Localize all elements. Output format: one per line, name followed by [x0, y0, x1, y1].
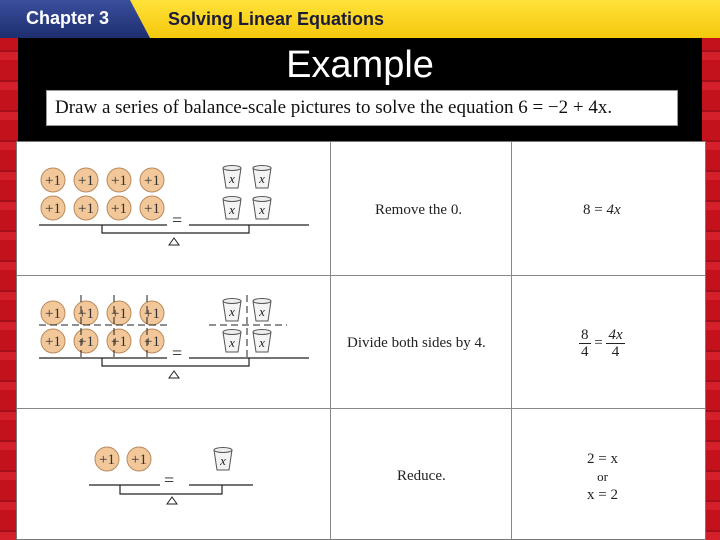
- x-cup-tile: [253, 166, 271, 189]
- table-row: [17, 142, 705, 275]
- svg-text:+1: +1: [144, 173, 160, 189]
- svg-text:x: x: [229, 304, 235, 319]
- svg-text:x: x: [259, 202, 265, 217]
- svg-text:x: x: [259, 171, 265, 186]
- svg-text:+1: +1: [78, 173, 94, 189]
- svg-text:+1: +1: [45, 306, 61, 322]
- instruction-text: [55, 97, 612, 119]
- svg-text:+1: +1: [144, 201, 160, 217]
- plus-one-tile: [107, 329, 131, 353]
- chapter-title: Solving Linear Equations: [168, 9, 385, 29]
- eq-line-1: 2 = x: [587, 451, 618, 467]
- svg-text:+1: +1: [111, 201, 127, 217]
- balance-scale-1: [17, 142, 330, 275]
- step-equation: [587, 450, 618, 504]
- fulcrum: [169, 238, 179, 245]
- x-cup-tile: [223, 330, 241, 353]
- x-cup-tile: [253, 197, 271, 220]
- svg-text:x: x: [259, 335, 265, 350]
- fraction-left: [579, 327, 591, 360]
- svg-text:x: x: [229, 335, 235, 350]
- plus-one-tile: [107, 168, 131, 192]
- solution-table: [16, 141, 706, 540]
- x-cup-tile: [253, 330, 271, 353]
- svg-text:+1: +1: [78, 334, 94, 350]
- svg-text:+1: +1: [45, 334, 61, 350]
- plus-one-tile: [41, 329, 65, 353]
- svg-text:x: x: [220, 453, 226, 468]
- step-equation: [579, 327, 625, 360]
- balance-scale-3: [17, 408, 330, 540]
- plus-one-tile: [41, 301, 65, 325]
- scale-equal-sign: =: [172, 343, 183, 363]
- svg-text:+1: +1: [78, 306, 94, 322]
- fraction-right: [606, 327, 624, 360]
- scale-equal-sign: =: [164, 470, 175, 490]
- plus-one-tile: [127, 447, 151, 471]
- eq-or: or: [597, 469, 608, 484]
- svg-text:+1: +1: [45, 201, 61, 217]
- table-row: [17, 408, 705, 540]
- plus-one-tile: [95, 447, 119, 471]
- plus-one-tile: [107, 301, 131, 325]
- step-description: Reduce.: [397, 468, 446, 484]
- slide-title: Example: [286, 44, 434, 86]
- instruction-prefix: Draw a series of balance-scale pictures to solve the equation: [55, 97, 519, 118]
- plus-one-tile: [74, 168, 98, 192]
- x-cup-tile: [223, 197, 241, 220]
- svg-text:+1: +1: [111, 173, 127, 189]
- svg-text:x: x: [259, 304, 265, 319]
- step-equation: [583, 202, 621, 219]
- fraction-denominator: 4: [611, 344, 620, 360]
- fraction-numerator: 8: [581, 327, 589, 343]
- svg-text:+1: +1: [144, 334, 160, 350]
- svg-text:+1: +1: [144, 306, 160, 322]
- x-cup-tile: [223, 299, 241, 322]
- svg-text:+1: +1: [45, 173, 61, 189]
- svg-text:x: x: [229, 202, 235, 217]
- plus-one-tile: [107, 196, 131, 220]
- plus-one-tile: [140, 301, 164, 325]
- instruction-equation: 6 = −2 + 4x.: [518, 97, 613, 118]
- plus-one-tile: [140, 168, 164, 192]
- plus-one-tile: [140, 329, 164, 353]
- eq-sign: =: [594, 334, 603, 351]
- instruction-box: [46, 90, 678, 126]
- scale-equal-sign: =: [172, 210, 183, 230]
- plus-one-tile: [41, 168, 65, 192]
- svg-text:+1: +1: [111, 334, 127, 350]
- plus-one-tile: [74, 329, 98, 353]
- plus-one-tile: [74, 301, 98, 325]
- fulcrum: [169, 371, 179, 378]
- eq-left: 8: [583, 202, 591, 218]
- fulcrum: [167, 497, 177, 504]
- plus-one-tile: [74, 196, 98, 220]
- x-cup-tile: [214, 448, 232, 471]
- chapter-label: Chapter 3: [26, 8, 110, 28]
- table-row: [17, 275, 705, 408]
- eq-right: 4x: [606, 202, 621, 218]
- x-cup-tile: [253, 299, 271, 322]
- balance-scape-2: [17, 275, 330, 408]
- plus-one-tile: [41, 196, 65, 220]
- eq-sign: =: [594, 202, 603, 218]
- plus-one-tile: [140, 196, 164, 220]
- step-description: Divide both sides by 4.: [347, 335, 486, 351]
- svg-text:+1: +1: [99, 452, 115, 468]
- svg-text:+1: +1: [78, 201, 94, 217]
- fraction-numerator: 4x: [608, 327, 623, 343]
- fraction-denominator: 4: [581, 344, 589, 360]
- svg-text:+1: +1: [131, 452, 147, 468]
- eq-line-2: x = 2: [587, 487, 618, 503]
- x-cup-tile: [223, 166, 241, 189]
- svg-text:x: x: [229, 171, 235, 186]
- step-description: Remove the 0.: [375, 202, 463, 218]
- svg-text:+1: +1: [111, 306, 127, 322]
